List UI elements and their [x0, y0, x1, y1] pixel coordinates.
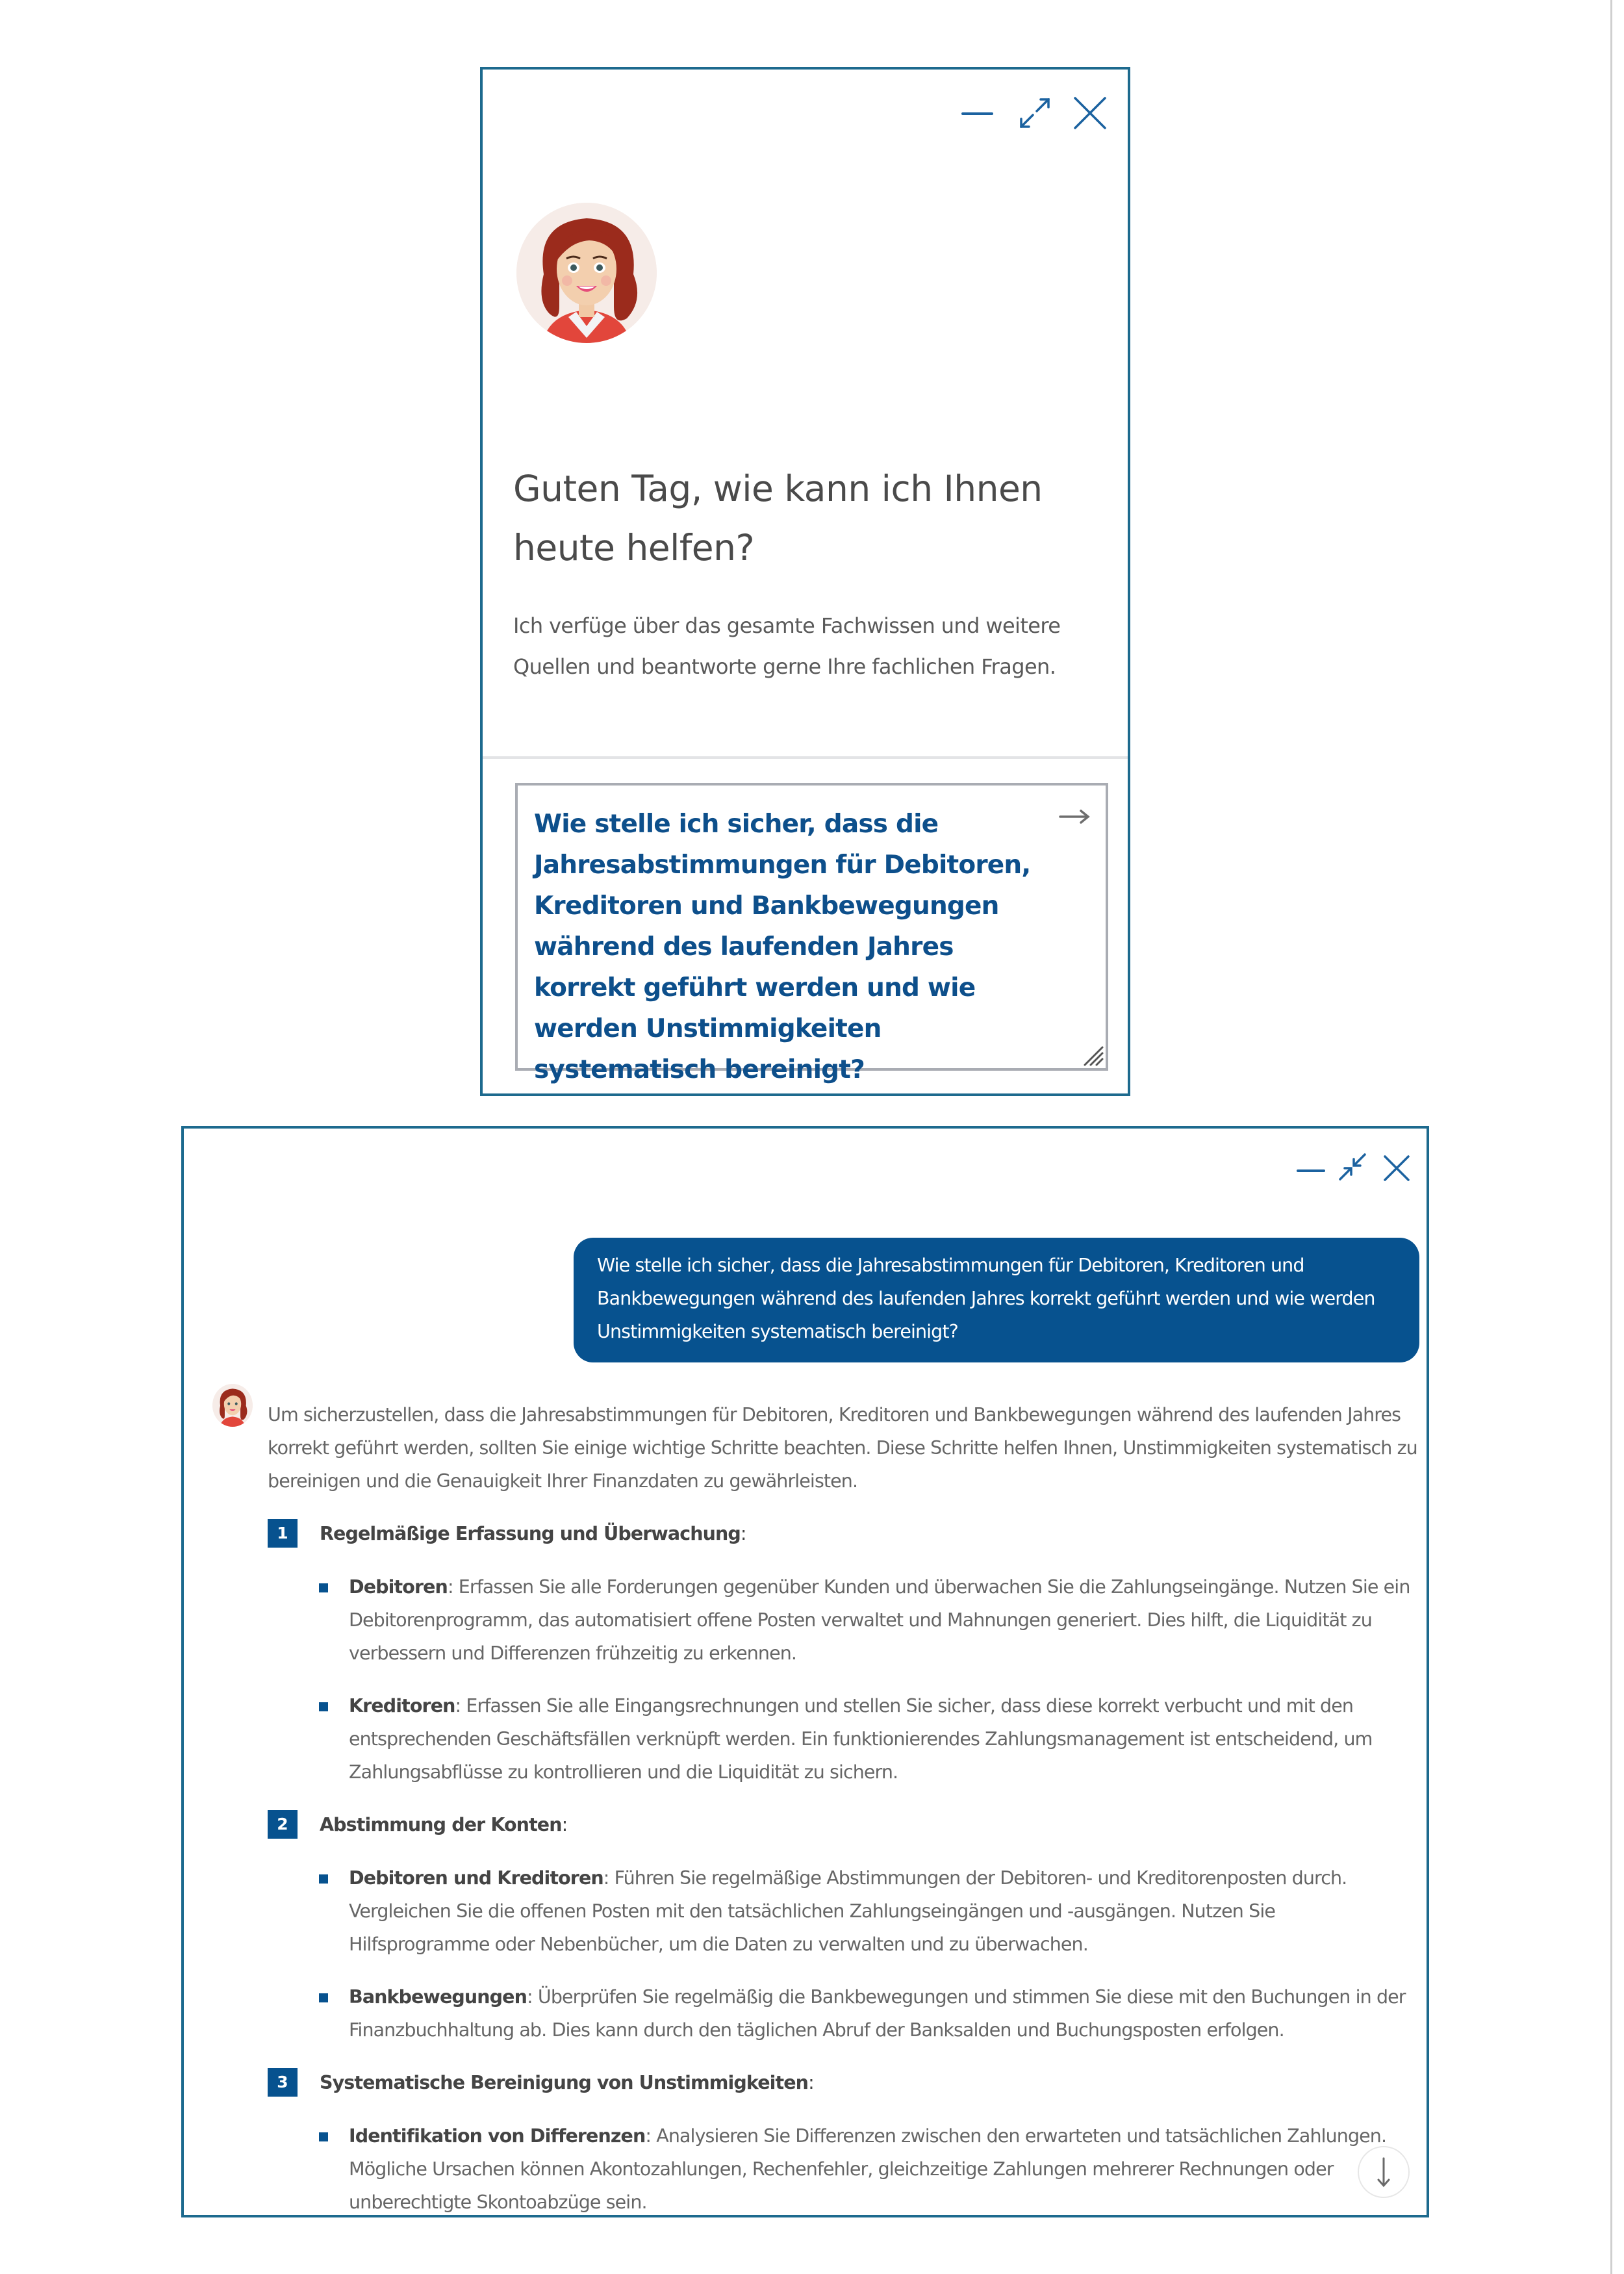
- bullet-list: [268, 2119, 1417, 2217]
- answer-section: [268, 2066, 1417, 2217]
- list-item: [268, 1570, 1417, 1670]
- assistant-avatar: [516, 203, 657, 343]
- send-button[interactable]: [1058, 805, 1091, 828]
- question-input[interactable]: [515, 783, 1108, 1084]
- answer-section: [268, 1517, 1417, 1789]
- bullet-text: : Erfassen Sie alle Forderungen gegenüber Kunden und überwachen Sie die Zahlungseingänge. Nutzen Sie ein Debitorenprogramm, das automatisiert offene Posten verwaltet und Mahnungen generiert. Dies hilft, die Liquidität zu verbessern und Differenzen frühzeitig zu erkennen.: [349, 1576, 1410, 1664]
- bullet-term: Identifikation von Differenzen: [349, 2125, 646, 2147]
- bullet-square-icon: [319, 1702, 328, 1711]
- section-heading: [268, 1517, 1417, 1551]
- assistant-message: [268, 1398, 1417, 2217]
- divider: [483, 756, 1128, 759]
- bullet-text: : Führen Sie regelmäßige Abstimmungen der Debitoren- und Kreditorenposten durch. Vergleichen Sie die offenen Posten mit den tatsächlichen Zahlungseingängen und -ausgängen. Nutzen Sie Hilfsprogramme oder Nebenbücher, um die Daten zu verwalten und zu überwachen.: [349, 1867, 1347, 1955]
- user-message-bubble: [574, 1238, 1419, 1362]
- close-icon[interactable]: [1073, 96, 1107, 130]
- chat-widget-conversation: [181, 1126, 1429, 2217]
- bullet-list: [268, 1570, 1417, 1789]
- bullet-text: : Analysieren Sie Differenzen zwischen den erwarteten und tatsächlichen Zahlungen. Mögliche Ursachen können Akontozahlungen, Rechenfehler, gleichzeitige Zahlungen mehrerer Rechnungen oder unberechtigte Skontoabzüge sein.: [349, 2125, 1387, 2213]
- bullet-term: Debitoren und Kreditoren: [349, 1867, 603, 1889]
- user-message-text: Wie stelle ich sicher, dass die Jahresabstimmungen für Debitoren, Kreditoren und Bankbewegungen während des laufenden Jahres korrekt geführt werden und wie werden Unstimmigkeiten systematisch bereinigt?: [597, 1255, 1375, 1342]
- section-heading: [268, 2066, 1417, 2100]
- bullet-term: Debitoren: [349, 1576, 448, 1598]
- bullet-square-icon: [319, 2132, 328, 2141]
- minimize-icon[interactable]: [961, 104, 994, 123]
- intro-text: Ich verfüge über das gesamte Fachwissen und weitere Quellen und beantworte gerne Ihre fachlichen Fragen.: [513, 613, 1061, 679]
- section-title: Systematische Bereinigung von Unstimmigkeiten: [320, 2072, 809, 2093]
- section-number-badge: 3: [268, 2068, 298, 2097]
- bullet-text: : Überprüfen Sie regelmäßig die Bankbewegungen und stimmen Sie diese mit den Buchungen in der Finanzbuchhaltung ab. Dies kann durch den täglichen Abruf der Banksalden und Buchungsposten erfolgen.: [349, 1986, 1406, 2041]
- bullet-square-icon: [319, 1874, 328, 1884]
- chat-widget-welcome: [480, 67, 1130, 1096]
- bullet-square-icon: [319, 1993, 328, 2002]
- resize-handle-icon[interactable]: [1081, 1043, 1104, 1067]
- collapse-icon[interactable]: [1338, 1152, 1367, 1182]
- list-item: [268, 1980, 1417, 2047]
- minimize-icon[interactable]: [1296, 1162, 1326, 1179]
- question-input-value[interactable]: Wie stelle ich sicher, dass die Jahresabstimmungen für Debitoren, Kreditoren und Bankbewegungen während des laufenden Jahres korrekt geführt werden und wie werden Unstimmigkeiten systematisch bereinigt?: [534, 810, 1031, 1084]
- section-number-badge: 2: [268, 1810, 298, 1839]
- expand-icon[interactable]: [1017, 96, 1052, 131]
- assistant-avatar: [212, 1384, 253, 1427]
- scroll-down-button[interactable]: [1358, 2146, 1410, 2198]
- close-icon[interactable]: [1383, 1155, 1410, 1182]
- page-scrollbar-edge: [1610, 0, 1612, 2274]
- section-title-colon: :: [561, 1814, 568, 1835]
- greeting-heading: Guten Tag, wie kann ich Ihnen heute helfen?: [513, 468, 1043, 568]
- list-item: [268, 1861, 1417, 1961]
- list-item: [268, 1689, 1417, 1789]
- bullet-text: : Erfassen Sie alle Eingangsrechnungen und stellen Sie sicher, dass diese korrekt verbucht und mit den entsprechenden Geschäftsfällen verknüpft werden. Ein funktionierendes Zahlungsmanagement ist entscheidend, um Zahlungsabflüsse zu kontrollieren und die Liquidität zu sichern.: [349, 1695, 1373, 1783]
- bullet-square-icon: [319, 1583, 328, 1592]
- section-heading: [268, 1808, 1417, 1842]
- bullet-term: Kreditoren: [349, 1695, 455, 1717]
- section-number-badge: 1: [268, 1519, 298, 1548]
- section-title: Abstimmung der Konten: [320, 1814, 562, 1835]
- bullet-list: [268, 1861, 1417, 2047]
- list-item: [268, 2119, 1417, 2217]
- answer-section: [268, 1808, 1417, 2047]
- section-title-colon: :: [740, 1523, 746, 1544]
- assistant-intro: Um sicherzustellen, dass die Jahresabstimmungen für Debitoren, Kreditoren und Bankbewegungen während des laufenden Jahres korrekt geführt werden, sollten Sie einige wichtige Schritte beachten. Diese Schritte helfen Ihnen, Unstimmigkeiten systematisch zu bereinigen und die Genauigkeit Ihrer Finanzdaten zu gewährleisten.: [268, 1404, 1417, 1492]
- section-title: Regelmäßige Erfassung und Überwachung: [320, 1523, 741, 1544]
- bullet-term: Bankbewegungen: [349, 1986, 527, 2008]
- section-title-colon: :: [808, 2072, 814, 2093]
- arrow-down-icon: [1372, 2156, 1395, 2189]
